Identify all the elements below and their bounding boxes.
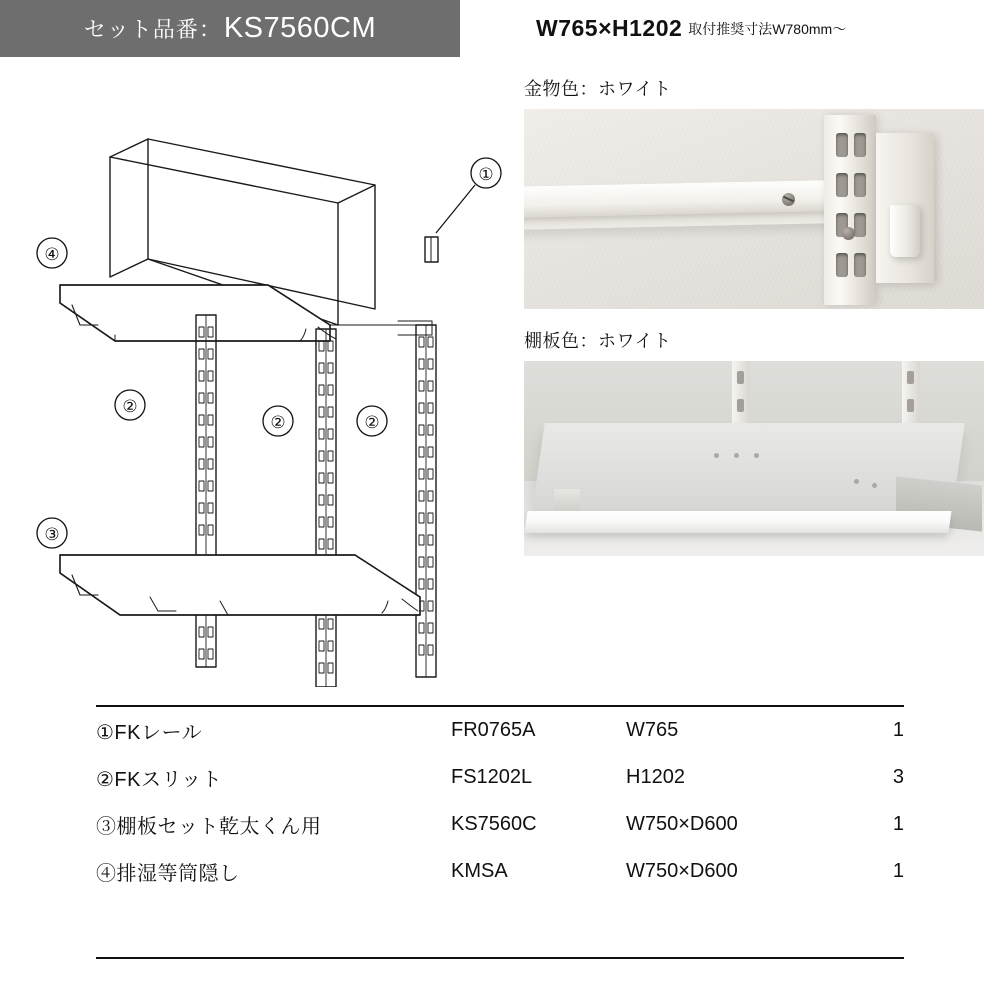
part-name: ②FKスリット: [96, 769, 223, 791]
product-line-drawing: [20, 77, 510, 687]
slit-hole: [836, 133, 848, 157]
set-code: KS7560CM: [223, 12, 377, 44]
header-bar: [0, 0, 1000, 57]
part-name: ①FKレール: [96, 722, 203, 744]
svg-text:②: ②: [122, 397, 138, 416]
part-code: FS1202L: [451, 766, 533, 788]
slit-hole: [737, 371, 744, 384]
fk-slit-photo-element: [824, 115, 876, 305]
part-name: ④排湿等筒隠し: [96, 863, 240, 885]
svg-text:②: ②: [364, 413, 380, 432]
part-code: FR0765A: [451, 719, 536, 741]
slit-hole: [854, 173, 866, 197]
part-qty: 1: [892, 860, 904, 882]
board-hole: [872, 483, 877, 488]
table-row: [96, 801, 904, 848]
board-hole: [714, 453, 719, 458]
parts-list: [96, 705, 904, 959]
table-row: [96, 754, 904, 801]
table-spacer-row: [96, 895, 904, 957]
svg-text:②: ②: [270, 413, 286, 432]
screw-icon: [842, 227, 855, 240]
slit-hole: [836, 173, 848, 197]
shelf-color-caption: 棚板色：ホワイト: [524, 331, 672, 351]
part-size: H1202: [626, 766, 685, 788]
board-hole: [754, 453, 759, 458]
set-label: セット品番：: [83, 17, 222, 42]
hardware-color-caption: 金物色：ホワイト: [524, 79, 672, 99]
spacer-cell: [96, 895, 904, 957]
photo-column: [524, 75, 984, 574]
part-qty: 3: [892, 766, 904, 788]
hook-photo-element: [890, 205, 920, 257]
svg-text:③: ③: [44, 525, 60, 544]
part-size: W750×D600: [626, 860, 738, 882]
dimensions-note: 取付推奨寸法W780mm〜: [688, 20, 847, 37]
fk-rail-photo-element: [524, 179, 874, 230]
slit-hole: [854, 253, 866, 277]
dimensions-value: W765×H1202: [536, 15, 683, 41]
slit-hole: [737, 399, 744, 412]
part-code: KS7560C: [451, 813, 537, 835]
table-row: [96, 707, 904, 754]
content-area: [0, 57, 1000, 1000]
part-name: ③棚板セット乾太くん用: [96, 816, 322, 838]
dimensions-area: [460, 0, 1000, 57]
set-code-banner: [0, 0, 460, 57]
board-hole: [734, 453, 739, 458]
slit-hole: [854, 213, 866, 237]
table-row: [96, 848, 904, 895]
slit-hole: [854, 133, 866, 157]
svg-text:①: ①: [478, 165, 494, 184]
svg-text:④: ④: [44, 245, 60, 264]
part-qty: 1: [892, 813, 904, 835]
part-size: W750×D600: [626, 813, 738, 835]
parts-bottom-rule: [96, 957, 904, 959]
hardware-color-block: [524, 75, 984, 309]
slit-hole: [907, 399, 914, 412]
hardware-color-photo: [524, 109, 984, 309]
shelf-board-edge: [524, 511, 951, 533]
shelf-color-photo: [524, 361, 984, 556]
shelf-color-block: [524, 327, 984, 556]
part-qty: 1: [892, 719, 904, 741]
screw-icon: [782, 193, 795, 206]
slit-hole: [836, 253, 848, 277]
slit-hole: [907, 371, 914, 384]
parts-table: [96, 707, 904, 957]
part-code: KMSA: [451, 860, 508, 882]
board-hole: [854, 479, 859, 484]
part-size: W765: [626, 719, 679, 741]
